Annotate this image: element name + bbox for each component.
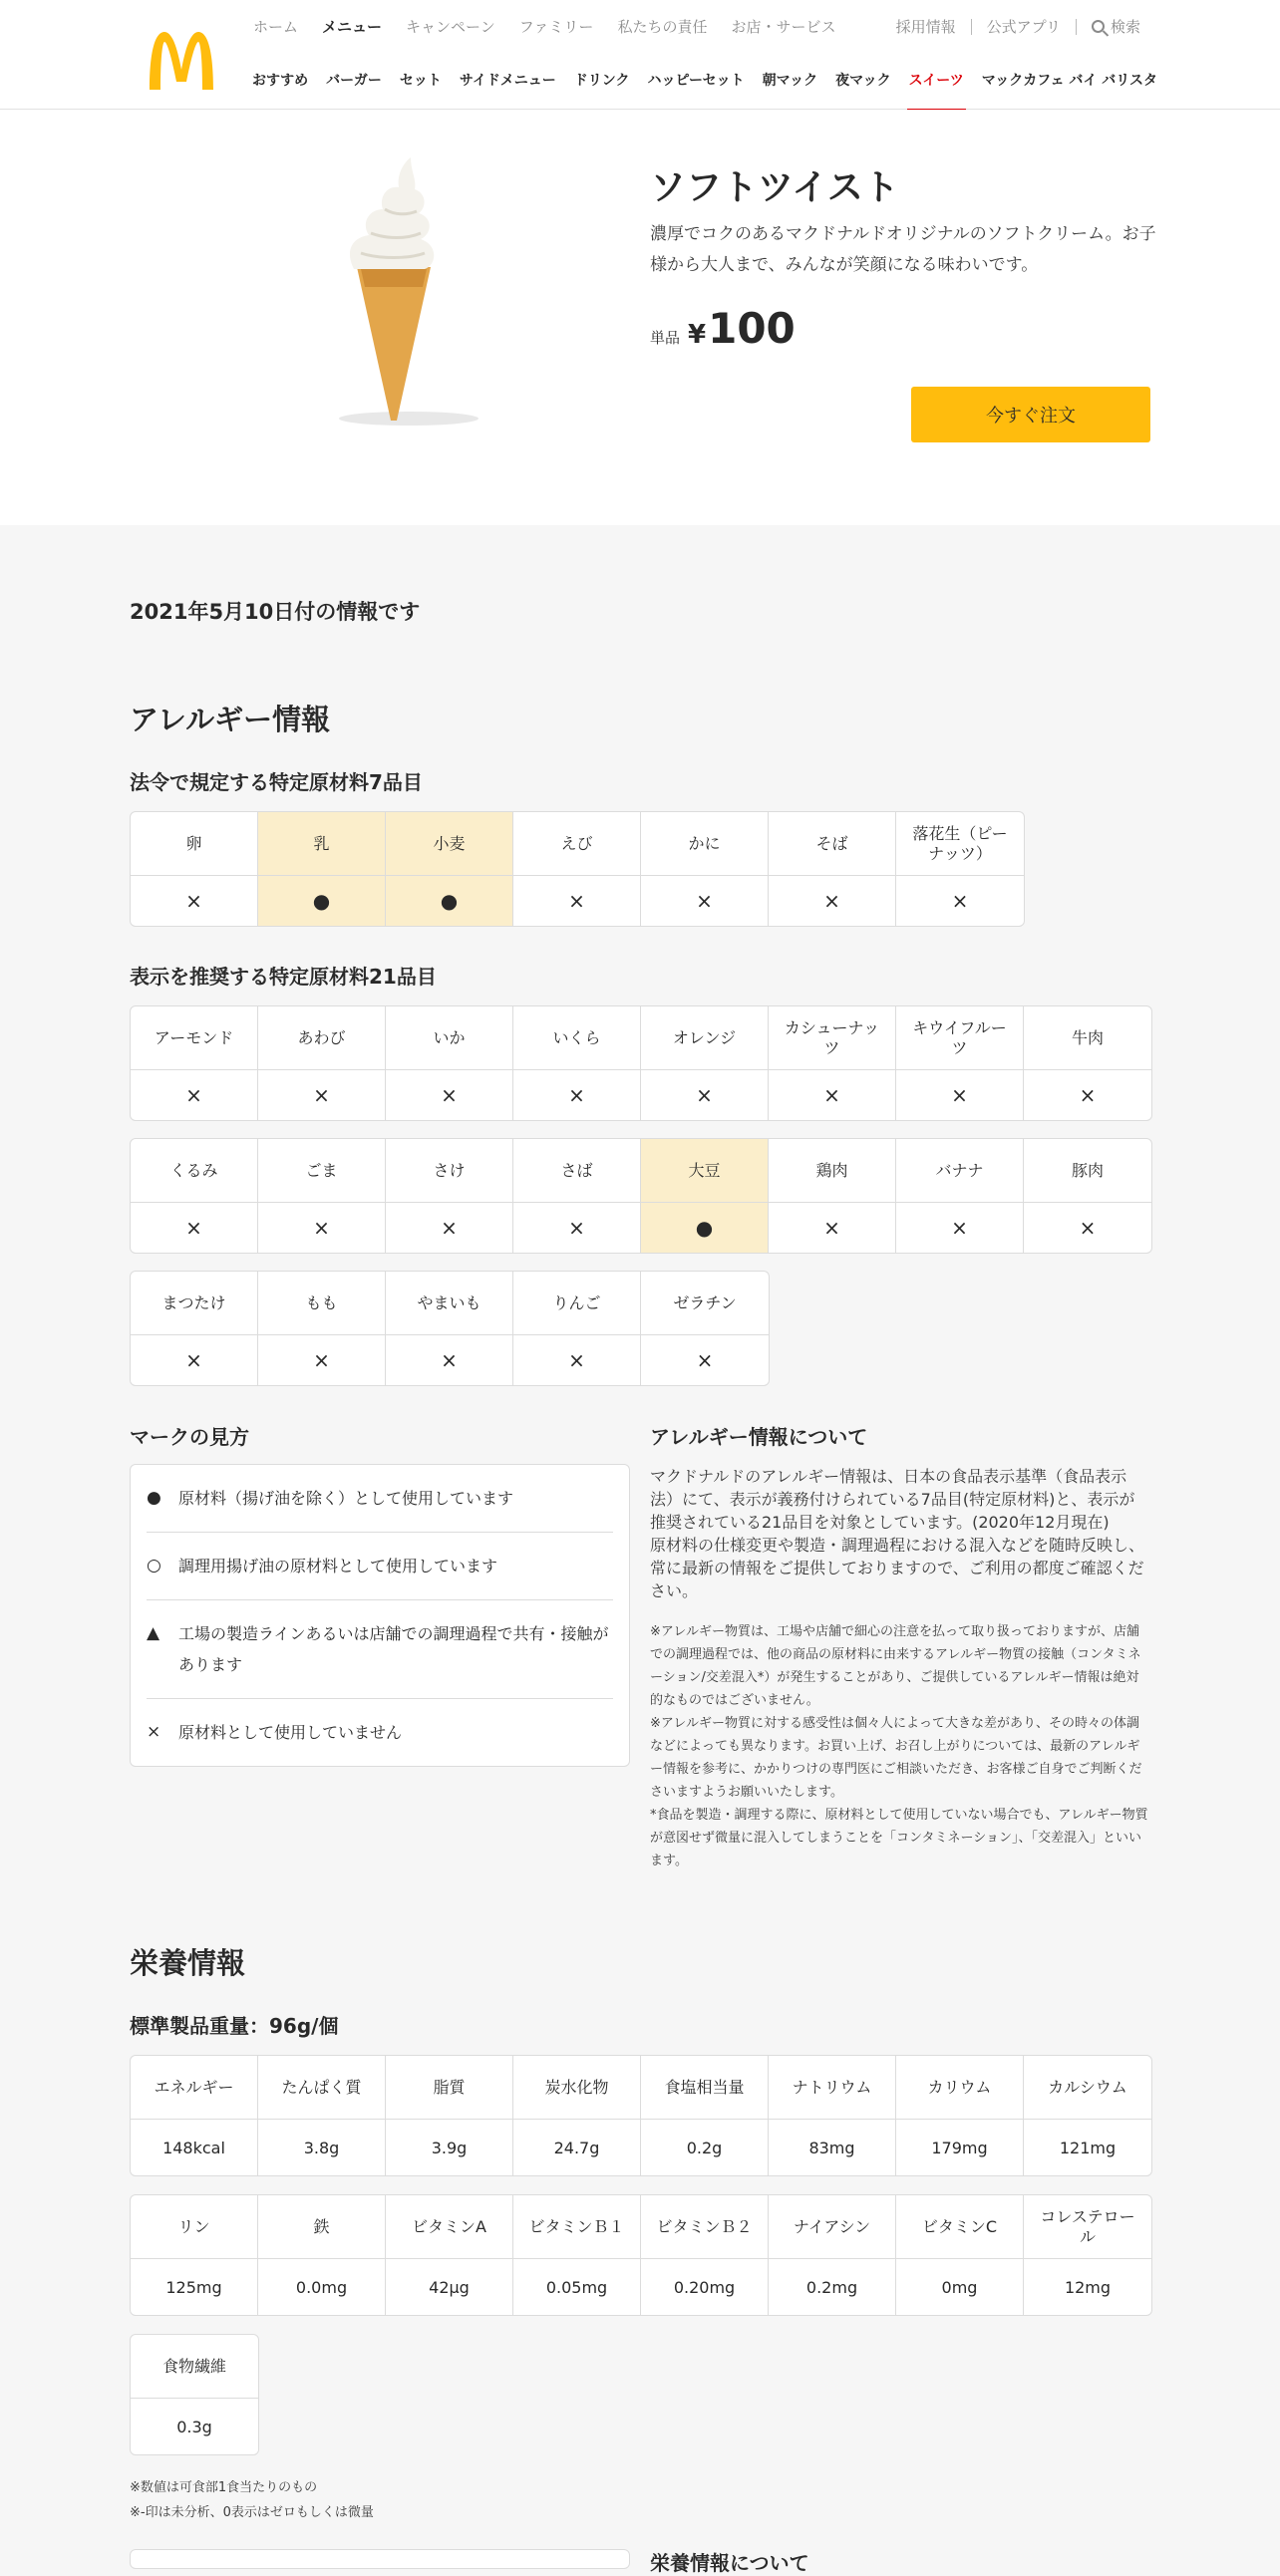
nutrient-name: ビタミンＢ１: [513, 2195, 640, 2259]
product-hero: [0, 110, 1280, 525]
main-nav-item[interactable]: 朝マック: [762, 73, 818, 89]
nutrient-value: 3.8g: [303, 2138, 340, 2157]
allergen-column: [641, 1006, 769, 1120]
allergen-column: [1024, 1139, 1151, 1253]
nutrient-value: 3.9g: [431, 2138, 468, 2157]
allergen-name: もも: [258, 1272, 385, 1335]
allergen-mark: ×: [313, 1216, 330, 1240]
nutrient-column: [641, 2195, 769, 2315]
nutrient-column: [258, 2056, 386, 2175]
allergen-column: [769, 812, 896, 926]
nutrient-column: [769, 2056, 896, 2175]
allergen-column: [386, 1006, 513, 1120]
nutrient-value: 83mg: [808, 2138, 855, 2157]
nutrient-column: [641, 2056, 769, 2175]
allergen-column: [258, 812, 386, 926]
top-nav-item[interactable]: キャンペーン: [406, 18, 495, 36]
main-nav-item[interactable]: バーガー: [326, 73, 382, 89]
nutrient-column: [1024, 2195, 1151, 2315]
note: *食品を製造・調理する際に、原材料として使用していない場合でも、アレルギー物質が意図せず微量に混入してしまうことを「コンタミネーション」、「交差混入」といいます。: [650, 1808, 1148, 1868]
nutrient-value: 0mg: [941, 2277, 978, 2297]
top-nav-item[interactable]: メニュー: [322, 18, 383, 36]
nutrient-column: [896, 2056, 1024, 2175]
recommended-allergen-table: [130, 1005, 1152, 1121]
price-currency: ¥: [688, 320, 707, 350]
top-nav: [253, 16, 859, 37]
top-nav-item[interactable]: 私たちの責任: [617, 18, 708, 36]
allergen-column: [641, 1272, 769, 1385]
allergen-mark: ×: [313, 1348, 330, 1372]
allergen-name: えび: [513, 812, 640, 876]
allergen-name: さけ: [386, 1139, 512, 1203]
site-header: [0, 0, 1280, 110]
nutrient-value: 0.2g: [686, 2138, 723, 2157]
nutrient-name: ビタミンC: [896, 2195, 1023, 2259]
product-title: ソフトツイスト: [650, 167, 899, 208]
main-nav: [252, 70, 1175, 112]
nutrient-column: [258, 2195, 386, 2315]
allergen-name: りんご: [513, 1272, 640, 1335]
nutrition-notes: [130, 2475, 374, 2525]
allergen-column: [386, 1139, 513, 1253]
allergen-name: ゼラチン: [641, 1272, 769, 1335]
nutrient-value: 148kcal: [162, 2138, 225, 2157]
allergen-column: [258, 1006, 386, 1120]
nutrient-name: カリウム: [896, 2056, 1023, 2120]
nutrient-name: コレステロール: [1024, 2195, 1151, 2259]
nutrient-name: カルシウム: [1024, 2056, 1151, 2120]
nutrient-value: 0.05mg: [545, 2277, 608, 2297]
nutrient-value: 24.7g: [553, 2138, 600, 2157]
about-paragraph: マクドナルドのアレルギー情報は、日本の食品表示基準（食品表示法）にて、表示が義務付けられている7品目(特定原材料)と、表示が推奨されている21品目を対象としています。(2020年12月現在): [650, 1467, 1135, 1532]
nutrient-name: 鉄: [258, 2195, 385, 2259]
allergen-mark: ×: [568, 1348, 585, 1372]
nutrient-column: [131, 2335, 258, 2454]
note: ※数値は可食部1食当たりのもの: [130, 2480, 318, 2495]
allergen-mark: ×: [185, 1348, 202, 1372]
legend-mark: ●: [147, 1488, 161, 1508]
allergen-column: [258, 1272, 386, 1385]
main-nav-item[interactable]: ドリンク: [573, 73, 630, 89]
note: ※-印は未分析、0表示はゼロもしくは微量: [130, 2505, 374, 2520]
nutrition-title: 栄養情報: [130, 1946, 246, 1980]
legend-text: 調理用揚げ油の原材料として使用しています: [178, 1557, 498, 1575]
allergen-mark: ×: [696, 889, 713, 913]
note: ※アレルギー物質は、工場や店舗で細心の注意を払って取り扱っておりますが、店舗での調理過程では、他の商品の原材料に由来するアレルギー物質の接触（コンタミネーション/交差混入*）が発生することがあり、ご提供しているアレルギー情報は絶対的なものではございません。: [650, 1624, 1141, 1708]
recommended-allergen-table: [130, 1138, 1152, 1254]
allergen-mark: ×: [441, 1348, 458, 1372]
search-icon[interactable]: [1092, 20, 1105, 33]
note: ※アレルギー物質に対する感受性は個々人によって大きな差があり、その時々の体調などによっても異なります。お買い上げ、お召し上がりについては、最新のアレルギー情報を参考に、かかりつけの専門医にご相談いただき、お客様ご自身でご判断くださいますようお願いいたします。: [650, 1716, 1142, 1800]
legend-mark: ▲: [147, 1623, 160, 1643]
nutrient-name: 食物繊維: [131, 2335, 258, 2399]
allergen-mark: ×: [441, 1083, 458, 1107]
allergen-mark: ×: [1079, 1216, 1097, 1240]
allergen-name: 牛肉: [1024, 1006, 1151, 1070]
nutrient-column: [131, 2195, 258, 2315]
allergen-mark: ×: [568, 1216, 585, 1240]
allergen-name: さば: [513, 1139, 640, 1203]
mark-legend: [130, 1464, 630, 1767]
allergen-column: [131, 1006, 258, 1120]
allergen-column: [896, 812, 1024, 926]
allergen-name: 小麦: [386, 812, 512, 876]
search-link[interactable]: 検索: [1110, 18, 1140, 36]
legend-text: 原材料として使用していません: [178, 1723, 403, 1742]
allergen-column: [641, 1139, 769, 1253]
allergen-mark: ×: [1079, 1083, 1097, 1107]
allergen-mark: ×: [568, 1083, 585, 1107]
legend-text: 原材料（揚げ油を除く）として使用しています: [178, 1489, 514, 1508]
nutrient-name: ビタミンＢ２: [641, 2195, 768, 2259]
legend-mark: ○: [147, 1556, 161, 1575]
allergen-mark: ×: [185, 889, 202, 913]
allergen-mark: ●: [440, 889, 459, 913]
allergen-mark: ×: [696, 1083, 713, 1107]
top-nav-item[interactable]: ファミリー: [518, 18, 594, 36]
allergen-name: 卵: [131, 812, 257, 876]
nutrient-column: [769, 2195, 896, 2315]
allergen-column: [131, 1139, 258, 1253]
allergen-mark: ●: [695, 1216, 714, 1240]
top-nav-item[interactable]: ホーム: [253, 18, 299, 36]
allergen-name: くるみ: [131, 1139, 257, 1203]
main-nav-item[interactable]: サイドメニュー: [459, 73, 556, 89]
allergen-name: そば: [769, 812, 895, 876]
nutrient-name: ナイアシン: [769, 2195, 895, 2259]
nutrient-name: 脂質: [386, 2056, 512, 2120]
allergen-column: [896, 1139, 1024, 1253]
soft-serve-image: [299, 149, 488, 438]
nutrient-column: [131, 2056, 258, 2175]
allergen-mark: ×: [951, 1083, 968, 1107]
allergen-column: [386, 812, 513, 926]
nutrient-name: ビタミンA: [386, 2195, 512, 2259]
allergen-column: [513, 1139, 641, 1253]
recommended-allergen-title: 表示を推奨する特定原材料21品目: [130, 965, 437, 989]
utility-nav: [896, 16, 1140, 37]
legend-row: [147, 1465, 613, 1533]
legend-mark: ×: [147, 1722, 161, 1742]
allergen-column: [386, 1272, 513, 1385]
main-nav-item[interactable]: ハッピーセット: [647, 73, 745, 89]
nutrient-value: 0.2mg: [805, 2277, 858, 2297]
product-price: [650, 304, 796, 353]
allergen-mark: ×: [951, 889, 969, 913]
product-description: 濃厚でコクのあるマクドナルドオリジナルのソフトクリーム。お子様から大人まで、みんなが笑顔になる味わいです。: [650, 224, 1156, 275]
allergen-name: ごま: [258, 1139, 385, 1203]
allergen-column: [641, 812, 769, 926]
allergen-name: オレンジ: [641, 1006, 768, 1070]
nutrition-table: [130, 2055, 1152, 2176]
allergen-name: 豚肉: [1024, 1139, 1151, 1203]
price-label: 単品: [650, 329, 681, 347]
allergen-name: やまいも: [386, 1272, 512, 1335]
allergen-mark: ×: [185, 1216, 202, 1240]
allergen-mark: ●: [312, 889, 331, 913]
allergen-column: [513, 1006, 641, 1120]
allergen-name: 乳: [258, 812, 385, 876]
info-date: 2021年5月10日付の情報です: [130, 600, 421, 624]
about-paragraph: 原材料の仕様変更や製造・調理過程における混入などを随時反映し、常に最新の情報をご提供しておりますので、ご利用の都度ご確認ください。: [650, 1536, 1145, 1600]
nutrient-value: 0.20mg: [673, 2277, 736, 2297]
allergen-name: いか: [386, 1006, 512, 1070]
allergen-mark: ×: [823, 1083, 840, 1107]
allergen-name: かに: [641, 812, 768, 876]
mandatory-allergen-table: [130, 811, 1025, 927]
allergen-column: [1024, 1006, 1151, 1120]
allergen-mark: ×: [313, 1083, 330, 1107]
allergen-name: カシューナッツ: [769, 1006, 895, 1070]
allergen-name: アーモンド: [131, 1006, 257, 1070]
allergen-mark: ×: [441, 1216, 458, 1240]
nutrient-name: 食塩相当量: [641, 2056, 768, 2120]
allergen-column: [769, 1139, 896, 1253]
divider: [971, 19, 972, 35]
allergen-mark: ×: [823, 1216, 840, 1240]
nutrient-column: [896, 2195, 1024, 2315]
recruit-link[interactable]: 採用情報: [895, 18, 956, 36]
allergen-name: 大豆: [641, 1139, 768, 1203]
nutrient-value: 12mg: [1064, 2277, 1112, 2297]
nutrition-table: [130, 2194, 1152, 2316]
nutrient-value: 0.3g: [176, 2417, 212, 2436]
allergen-column: [258, 1139, 386, 1253]
allergy-notes: [650, 1620, 1148, 1872]
recommended-allergen-table: [130, 1271, 770, 1386]
allergen-column: [131, 1272, 258, 1385]
allergen-name: キウイフルーツ: [896, 1006, 1023, 1070]
main-nav-item[interactable]: おすすめ: [252, 73, 309, 89]
allergen-column: [131, 812, 258, 926]
allergen-column: [769, 1006, 896, 1120]
allergen-name: まつたけ: [131, 1272, 257, 1335]
price-value: 100: [708, 304, 796, 353]
allergen-name: いくら: [513, 1006, 640, 1070]
product-weight: 標準製品重量：96g/個: [130, 2014, 339, 2038]
nutrient-name: たんぱく質: [258, 2056, 385, 2120]
nutrient-name: エネルギー: [131, 2056, 257, 2120]
allergen-column: [513, 1272, 641, 1385]
top-nav-item[interactable]: お店・サービス: [731, 18, 836, 36]
nutrition-table: [130, 2334, 259, 2455]
nutrient-name: 炭水化物: [513, 2056, 640, 2120]
nutrient-name: リン: [131, 2195, 257, 2259]
legend-title: マークの見方: [130, 1425, 249, 1449]
allergy-about-text: [650, 1465, 1148, 1602]
main-nav-item[interactable]: マックカフェ バイ バリスタ: [981, 73, 1157, 89]
nutrient-column: [386, 2195, 513, 2315]
allergen-column: [896, 1006, 1024, 1120]
mandatory-allergen-title: 法令で規定する特定原材料7品目: [130, 770, 423, 794]
allergen-column: [513, 812, 641, 926]
main-nav-item[interactable]: 夜マック: [835, 73, 891, 89]
allergen-mark: ×: [568, 889, 585, 913]
nutrient-column: [513, 2195, 641, 2315]
nutrient-value: 42μg: [429, 2277, 470, 2297]
nutrition-about-box: [130, 2549, 630, 2569]
main-nav-item[interactable]: スイーツ: [909, 70, 964, 112]
nutrient-name: ナトリウム: [769, 2056, 895, 2120]
order-now-button[interactable]: 今すぐ注文: [911, 387, 1150, 442]
legend-row: [147, 1600, 613, 1699]
allergen-mark: ×: [951, 1216, 968, 1240]
allergen-mark: ×: [823, 889, 840, 913]
allergy-about-title: アレルギー情報について: [650, 1425, 868, 1449]
allergen-name: あわび: [258, 1006, 385, 1070]
nutrient-value: 179mg: [931, 2138, 988, 2157]
nutrient-column: [1024, 2056, 1151, 2175]
nutrient-value: 121mg: [1059, 2138, 1117, 2157]
allergen-mark: ×: [185, 1083, 202, 1107]
legend-row: [147, 1699, 613, 1766]
main-nav-item[interactable]: セット: [399, 73, 442, 89]
mcdonalds-logo-icon[interactable]: [146, 30, 217, 92]
allergen-name: 落花生（ピーナッツ）: [896, 812, 1024, 876]
allergen-name: 鶏肉: [769, 1139, 895, 1203]
nutrient-value: 125mg: [165, 2277, 222, 2297]
divider: [1076, 19, 1077, 35]
nutrient-value: 0.0mg: [295, 2277, 348, 2297]
nutrient-column: [513, 2056, 641, 2175]
legend-text: 工場の製造ラインあるいは店舗での調理過程で共有・接触があります: [178, 1624, 609, 1674]
app-link[interactable]: 公式アプリ: [986, 18, 1061, 36]
nutrition-about-title: 栄養情報について: [650, 2551, 809, 2575]
legend-row: [147, 1533, 613, 1600]
allergy-title: アレルギー情報: [130, 703, 331, 736]
allergen-mark: ×: [696, 1348, 714, 1372]
allergen-name: バナナ: [896, 1139, 1023, 1203]
nutrient-column: [386, 2056, 513, 2175]
